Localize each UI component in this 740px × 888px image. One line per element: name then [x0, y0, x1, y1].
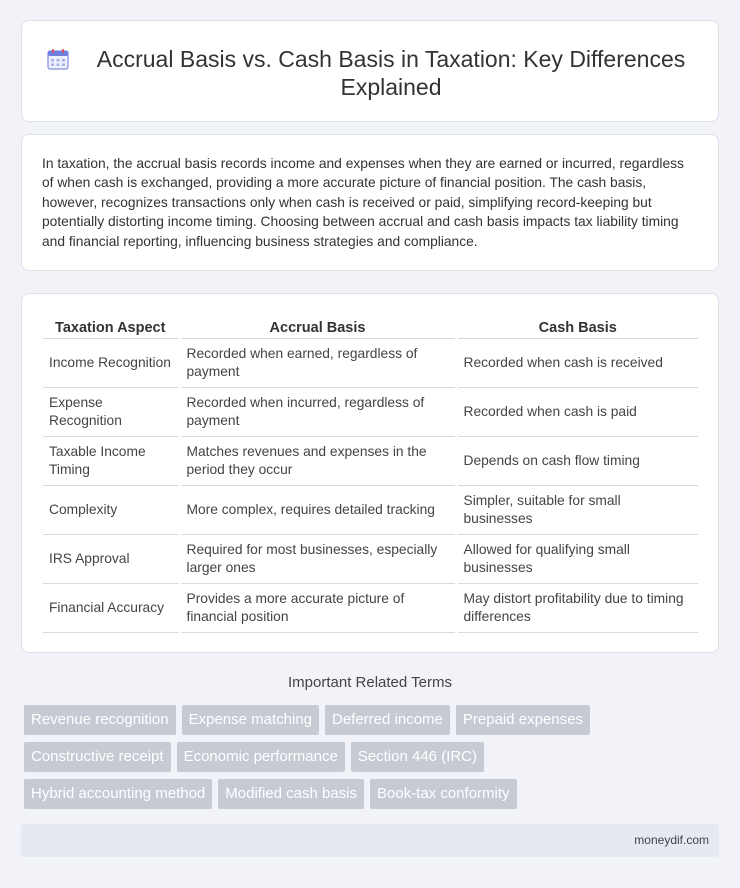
related-term-tag[interactable]: Hybrid accounting method	[24, 779, 212, 809]
table-cell: Income Recognition	[43, 338, 179, 387]
table-cell: Simpler, suitable for small businesses	[456, 485, 698, 534]
table-cell: Recorded when earned, regardless of payment	[179, 338, 456, 387]
table-row	[43, 338, 698, 387]
header-card	[21, 20, 719, 122]
table-cell: Recorded when incurred, regardless of payment	[179, 387, 456, 436]
table-cell: May distort profitability due to timing differences	[456, 583, 698, 632]
table-cell: Required for most businesses, especially larger ones	[179, 534, 456, 583]
table-row	[43, 583, 698, 632]
table-cell: Allowed for qualifying small businesses	[456, 534, 698, 583]
column-header: Cash Basis	[456, 314, 698, 338]
table-row	[43, 387, 698, 436]
table-row	[43, 534, 698, 583]
table-cell: Recorded when cash is paid	[456, 387, 698, 436]
footer-site: moneydif.com	[634, 833, 709, 847]
table-header-row	[43, 314, 698, 338]
table-cell: Expense Recognition	[43, 387, 179, 436]
related-term-tag[interactable]: Expense matching	[182, 705, 319, 735]
table-cell: Taxable Income Timing	[43, 436, 179, 485]
comparison-table	[43, 314, 698, 633]
column-header: Taxation Aspect	[43, 314, 179, 338]
related-term-tag[interactable]: Section 446 (IRC)	[351, 742, 484, 772]
table-cell: Recorded when cash is received	[456, 338, 698, 387]
related-term-tag[interactable]: Constructive receipt	[24, 742, 171, 772]
column-header: Accrual Basis	[179, 314, 456, 338]
related-term-tag[interactable]: Deferred income	[325, 705, 450, 735]
tag-row	[24, 779, 724, 809]
tag-row	[24, 705, 724, 735]
page-title: Accrual Basis vs. Cash Basis in Taxation: Key Differences Explained	[96, 46, 686, 100]
tag-row	[24, 742, 724, 772]
table-cell: IRS Approval	[43, 534, 179, 583]
related-term-tag[interactable]: Revenue recognition	[24, 705, 176, 735]
related-terms-title: Important Related Terms	[288, 674, 452, 691]
table-cell: Depends on cash flow timing	[456, 436, 698, 485]
table-cell: Matches revenues and expenses in the period they occur	[179, 436, 456, 485]
intro-card	[21, 134, 719, 271]
related-term-tag[interactable]: Modified cash basis	[218, 779, 364, 809]
intro-paragraph: In taxation, the accrual basis records income and expenses when they are earned or incurred, regardless of when cash is exchanged, providing a more accurate picture of financial position. The cash basis, however, recognizes transactions only when cash is received or paid, simplifying record-keeping but potentially distorting income timing. Choosing between accrual and cash basis impacts tax liability timing and financial reporting, influencing business strategies and compliance.	[42, 156, 684, 249]
related-terms-tags	[24, 705, 724, 816]
related-term-tag[interactable]: Economic performance	[177, 742, 345, 772]
footer-bar	[21, 824, 719, 857]
comparison-table-card	[21, 293, 719, 653]
related-term-tag[interactable]: Book-tax conformity	[370, 779, 517, 809]
table-row	[43, 485, 698, 534]
related-term-tag[interactable]: Prepaid expenses	[456, 705, 590, 735]
table-row	[43, 436, 698, 485]
table-cell: More complex, requires detailed tracking	[179, 485, 456, 534]
table-cell: Complexity	[43, 485, 179, 534]
table-cell: Provides a more accurate picture of financial position	[179, 583, 456, 632]
table-cell: Financial Accuracy	[43, 583, 179, 632]
